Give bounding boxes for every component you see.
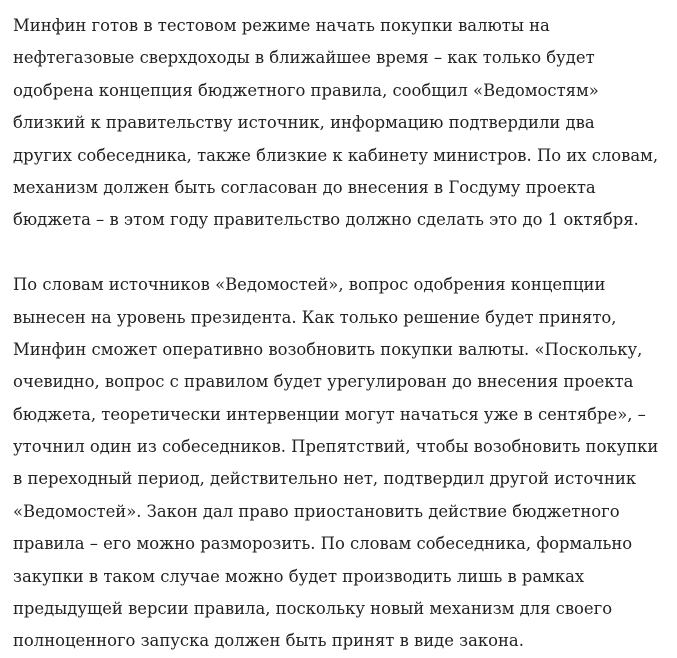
text-line: закупки в таком случае можно будет производить лишь в рамках [13,566,585,586]
text-line: уточнил один из собеседников. Препятствий, чтобы возобновить покупки [13,437,659,457]
text-line: По словам источников «Ведомостей», вопрос одобрения концепции [13,275,606,295]
text-line: бюджета, теоретически интервенции могут начаться уже в сентябре», – [13,404,646,424]
text-line: вынесен на уровень президента. Как только решение будет принято, [13,307,617,327]
text-line: Минфин сможет оперативно возобновить покупки валюты. «Поскольку, [13,339,643,359]
text-line: в переходный период, действительно нет, подтвердил другой источник [13,469,637,489]
text-line: «Ведомостей». Закон дал право приостановить действие бюджетного [13,501,620,521]
text-line: бюджета – в этом году правительство должно сделать это до 1 октября. [13,210,639,230]
text-line: механизм должен быть согласован до внесения в Госдуму проекта [13,177,596,197]
text-line: близкий к правительству источник, информацию подтвердили два [13,113,595,133]
text-line: очевидно, вопрос с правилом будет урегулирован до внесения проекта [13,372,634,392]
text-line: полноценного запуска должен быть принят в виде закона. [13,631,524,651]
text-line: одобрена концепция бюджетного правила, сообщил «Ведомостям» [13,80,599,100]
text-line: правила – его можно разморозить. По словам собеседника, формально [13,534,633,554]
paragraph-1 [13,10,673,237]
text-line: Минфин готов в тестовом режиме начать покупки валюты на [13,16,550,35]
text-line: предыдущей версии правила, поскольку новый механизм для своего [13,599,613,619]
text-line: других собеседника, также близкие к кабинету министров. По их словам, [13,145,659,165]
paragraph-2 [13,269,673,658]
text-line: нефтегазовые сверхдоходы в ближайшее время – как только будет [13,48,595,68]
article-body [13,10,673,658]
